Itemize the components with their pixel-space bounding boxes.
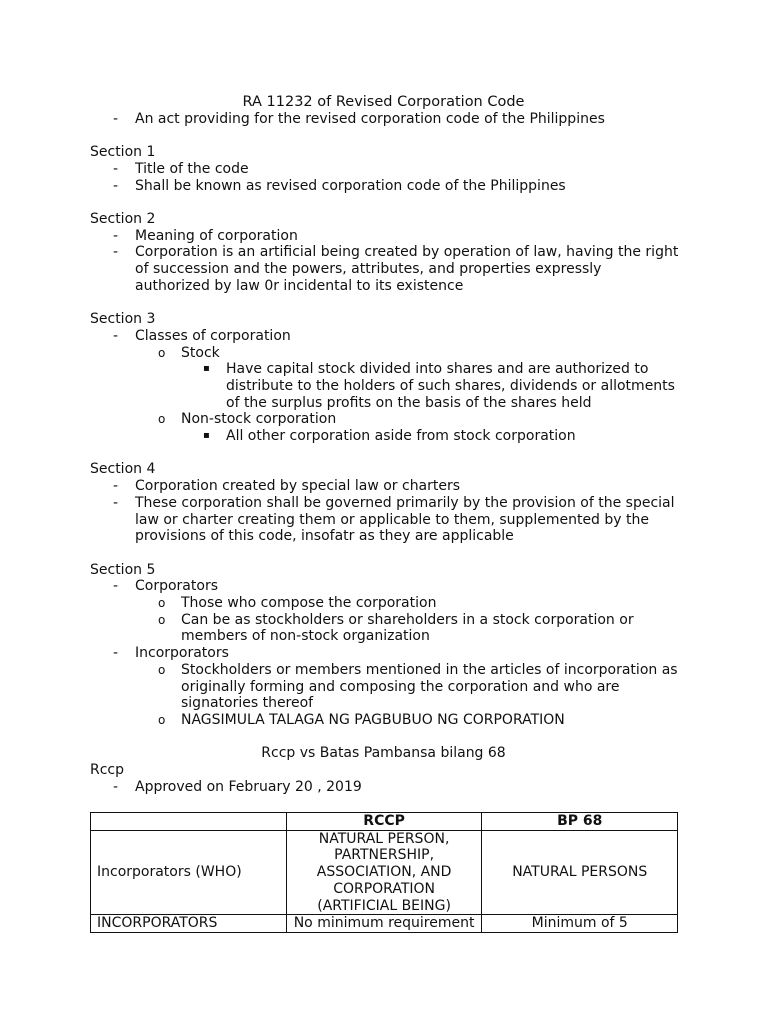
table-cell: NATURAL PERSONS (482, 830, 678, 915)
list-item: - Classes of corporation (113, 327, 291, 344)
list-item: - Meaning of corporation (113, 227, 298, 244)
comparison-table (90, 812, 678, 933)
list-item: o Stockholders or members mentioned in the articles of incorporation as originally forming and composing the corporation and who are signatories thereof (158, 661, 678, 712)
section-heading: Section 2 (90, 210, 156, 227)
section-heading: Section 5 (90, 561, 156, 578)
list-item: - Title of the code (113, 160, 249, 177)
document-title: RA 11232 of Revised Corporation Code (242, 94, 525, 110)
comparison-label: Rccp (90, 762, 125, 779)
table-header-cell: RCCP (286, 813, 482, 831)
list-item: ▪ Have capital stock divided into shares and are authorized to distribute to the holders of such shares, dividends or allotments of the surplus profits on the basis of the shares held (203, 361, 675, 411)
square-bullet: ▪ (203, 430, 210, 442)
dash-bullet: - (113, 110, 119, 127)
dash-bullet: - (113, 645, 119, 662)
list-item: - Corporation is an artificial being created by operation of law, having the right of succession and the powers, attributes, and properties expressly authorized by law 0r incidental to its existence (113, 244, 679, 294)
circle-bullet: o (158, 596, 166, 611)
circle-bullet: o (158, 612, 166, 627)
circle-bullet: o (158, 412, 166, 427)
table-cell: INCORPORATORS (91, 915, 287, 933)
document-body (90, 94, 690, 795)
list-item: - Shall be known as revised corporation code of the Philippines (113, 177, 566, 194)
dash-bullet: - (113, 778, 119, 795)
list-item: - An act providing for the revised corporation code of the Philippines (113, 110, 605, 127)
list-item: ▪ All other corporation aside from stock corporation (203, 428, 576, 445)
circle-bullet: o (158, 345, 166, 360)
square-bullet: ▪ (203, 363, 210, 375)
list-item: - Corporators (113, 578, 218, 595)
list-item: o Non-stock corporation (158, 411, 337, 428)
table-header-cell: BP 68 (482, 813, 678, 831)
list-item: o Can be as stockholders or shareholders in a stock corporation or members of non-stock organization (158, 611, 634, 645)
dash-bullet: - (113, 160, 119, 177)
list-item: o Stock (158, 344, 220, 361)
table-cell: Incorporators (WHO) (91, 830, 287, 915)
list-item: o NAGSIMULA TALAGA NG PAGBUBUO NG CORPORATION (158, 711, 565, 728)
circle-bullet: o (158, 712, 166, 727)
dash-bullet: - (113, 227, 119, 244)
comparison-heading: Rccp vs Batas Pambansa bilang 68 (261, 745, 506, 762)
dash-bullet: - (113, 494, 119, 511)
table-header-row (91, 813, 678, 831)
list-item: - Incorporators (113, 645, 229, 662)
table-row (91, 915, 678, 933)
list-item: - These corporation shall be governed primarily by the provision of the special law or charter creating them or applicable to them, supplemented by the provisions of this code, insofatr as they are applicable (113, 494, 675, 545)
table-cell: No minimum requirement (286, 915, 482, 933)
dash-bullet: - (113, 327, 119, 344)
circle-bullet: o (158, 662, 166, 677)
list-item: o Those who compose the corporation (158, 595, 437, 612)
list-item: - Corporation created by special law or charters (113, 478, 461, 495)
table-cell: Minimum of 5 (482, 915, 678, 933)
table-header-cell (91, 813, 287, 831)
dash-bullet: - (113, 578, 119, 595)
table-row (91, 830, 678, 915)
list-item: - Approved on February 20 , 2019 (113, 778, 362, 795)
dash-bullet: - (113, 177, 119, 194)
table-cell: NATURAL PERSON, PARTNERSHIP, ASSOCIATION, AND CORPORATION (ARTIFICIAL BEING) (286, 830, 482, 915)
section-heading: Section 4 (90, 461, 156, 478)
section-heading: Section 1 (90, 144, 156, 161)
dash-bullet: - (113, 478, 119, 495)
dash-bullet: - (113, 244, 119, 261)
section-heading: Section 3 (90, 311, 156, 328)
